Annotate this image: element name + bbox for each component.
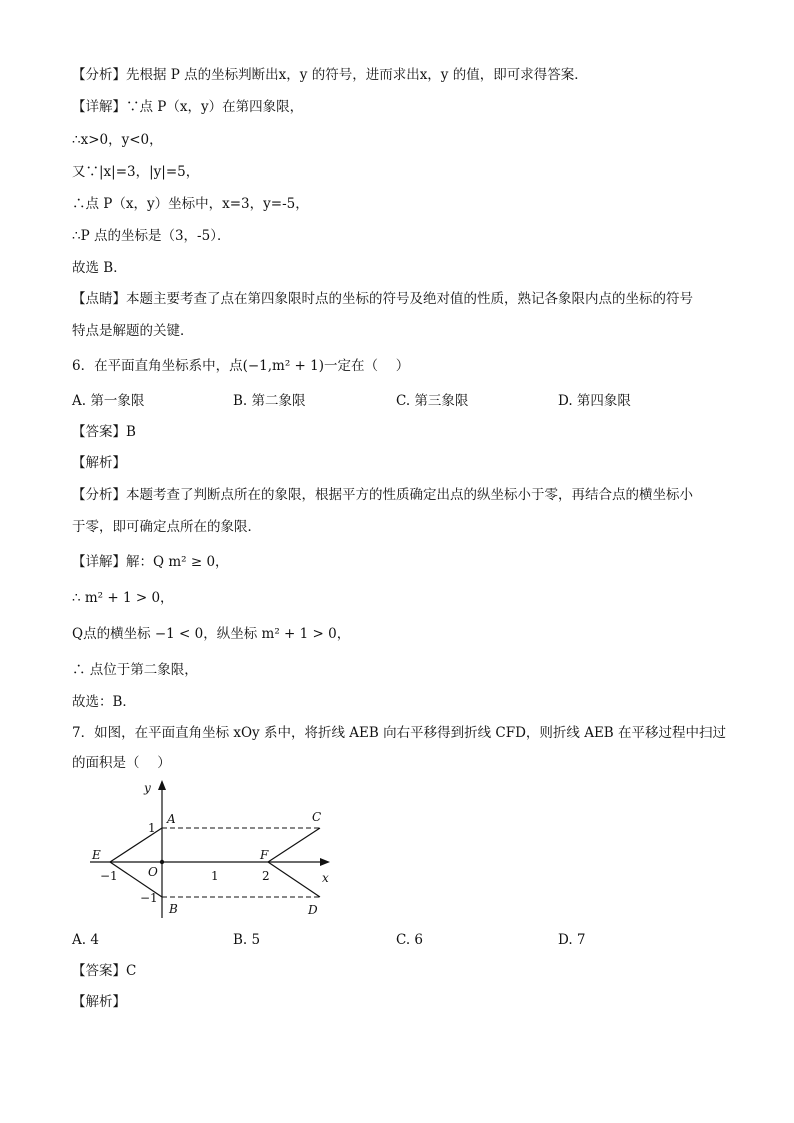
q6-option-a: A. 第一象限 — [72, 393, 145, 409]
detail-q5-line5: ∴P 点的坐标是（3，-5）． — [72, 228, 231, 244]
analysis-q6-line2: 于零，即可确定点所在的象限． — [72, 519, 261, 535]
question-7-line1: 7．如图，在平面直角坐标 xOy 系中，将折线 AEB 向右平移得到折线 CFD，则折线 AEB 在平移过程中扫过 — [72, 725, 727, 741]
solution-heading-q7: 【解析】 — [72, 994, 126, 1010]
coordinate-figure — [80, 776, 340, 926]
question-6: 6．在平面直角坐标系中，点(−1,m² + 1)一定在（ ） — [72, 358, 410, 374]
q6-option-c: C. 第三象限 — [396, 393, 469, 409]
tick-y-1: 1 — [148, 821, 156, 835]
label-o: O — [148, 865, 158, 879]
detail-q6-line1: 【详解】解：Q m² ≥ 0， — [72, 554, 229, 570]
tick-x-2: 2 — [262, 869, 270, 883]
origin-point — [160, 860, 164, 864]
label-a: A — [167, 812, 176, 826]
tick-x-1: 1 — [211, 869, 219, 883]
conclusion-q6: 故选：B． — [72, 694, 136, 710]
analysis-q6-line1: 【分析】本题考查了判断点所在的象限，根据平方的性质确定出点的纵坐标小于零，再结合点的横坐标小 — [72, 487, 693, 503]
label-x: x — [322, 871, 329, 885]
detail-q6-line4: ∴ 点位于第二象限， — [72, 662, 198, 678]
comment-q5-line2: 特点是解题的关键． — [72, 323, 194, 339]
solution-heading-q6: 【解析】 — [72, 455, 126, 471]
y-axis-arrow — [158, 780, 166, 790]
label-b: B — [169, 902, 178, 916]
answer-q7: 【答案】C — [72, 963, 137, 979]
detail-q5-line2: ∴x>0，y<0， — [72, 132, 163, 148]
q7-option-a: A. 4 — [72, 932, 99, 948]
label-f: F — [260, 848, 269, 862]
q6-option-d: D. 第四象限 — [558, 393, 631, 409]
q6-option-b: B. 第二象限 — [233, 393, 306, 409]
q7-option-b: B. 5 — [233, 932, 261, 948]
q7-option-c: C. 6 — [396, 932, 424, 948]
q7-option-d: D. 7 — [558, 932, 586, 948]
label-e: E — [92, 848, 101, 862]
answer-q6: 【答案】B — [72, 424, 136, 440]
tick-x-neg1: −1 — [100, 869, 118, 883]
detail-q6-line3: Q点的横坐标 −1 < 0，纵坐标 m² + 1 > 0， — [72, 626, 351, 642]
conclusion-q5: 故选 B． — [72, 260, 127, 276]
label-c: C — [312, 810, 322, 824]
detail-q6-line2: ∴ m² + 1 > 0， — [72, 590, 174, 606]
question-7-line2: 的面积是（ ） — [72, 755, 171, 771]
analysis-q5: 【分析】先根据 P 点的坐标判断出x，y 的符号，进而求出x，y 的值，即可求得答案． — [72, 67, 588, 83]
label-d: D — [308, 903, 318, 917]
tick-y-neg1: −1 — [140, 891, 158, 905]
label-y: y — [144, 781, 151, 795]
detail-q5-line3: 又∵|x|=3，|y|=5， — [72, 164, 200, 180]
detail-q5-line1: 【详解】∵点 P（x，y）在第四象限， — [72, 99, 304, 115]
x-axis-arrow — [320, 858, 330, 866]
detail-q5-line4: ∴点 P（x，y）坐标中，x=3，y=-5， — [72, 196, 309, 212]
comment-q5-line1: 【点睛】本题主要考查了点在第四象限时点的坐标的符号及绝对值的性质，熟记各象限内点的坐标的符号 — [72, 291, 693, 307]
